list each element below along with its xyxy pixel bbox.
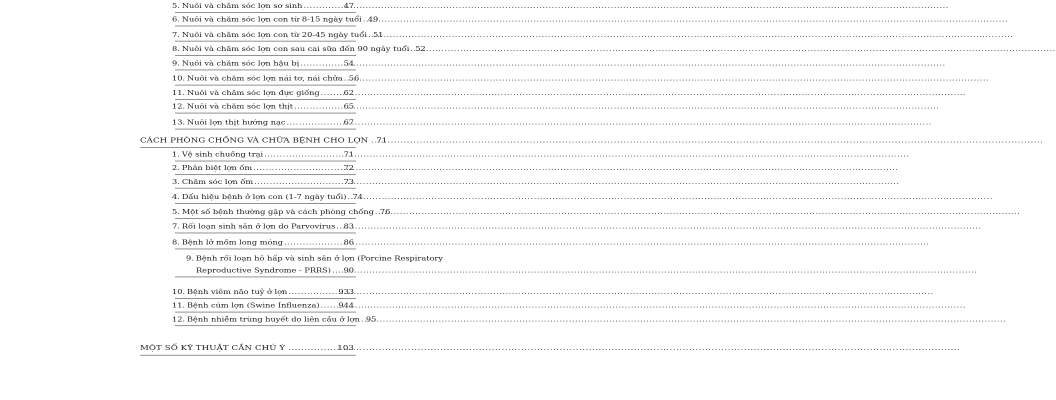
entry-line [172, 238, 354, 247]
toc-entry[interactable] [172, 164, 354, 173]
toc-entry[interactable] [172, 238, 354, 247]
toc-entry[interactable] [172, 207, 391, 217]
toc-entry[interactable] [172, 74, 360, 83]
dot-leader [332, 266, 343, 275]
entry-line [172, 44, 426, 54]
toc-entry[interactable] [172, 222, 354, 231]
toc-entry[interactable] [172, 254, 443, 275]
entry-line [172, 150, 354, 159]
divider-rule [140, 355, 356, 356]
page-number: 83 [343, 222, 354, 231]
divider-rule [175, 26, 356, 27]
dot-leader [361, 315, 365, 324]
divider-rule [175, 188, 356, 189]
dot-leader [368, 30, 372, 39]
entry-number: 5. [172, 207, 180, 216]
entry-line [172, 288, 354, 297]
dot-leader [300, 59, 342, 68]
entry-number: 8. [172, 238, 180, 247]
entry-line [172, 314, 377, 324]
dot-leader [410, 45, 414, 54]
divider-rule [140, 147, 356, 148]
entry-number: 13. [172, 118, 186, 127]
dot-leader [363, 15, 367, 24]
entry-title: Nuôi và chăm sóc lợn hậu bị [181, 59, 300, 68]
entry-line [172, 15, 379, 24]
toc-entry[interactable] [172, 89, 354, 98]
toc-entry[interactable] [172, 177, 354, 186]
entry-title: Bệnh viêm não tuỷ ở lợn [187, 287, 288, 296]
section-heading [140, 136, 388, 146]
page-number: 944 [338, 301, 354, 310]
entry-line [172, 30, 384, 39]
divider-rule [175, 12, 356, 13]
page-number: 74 [352, 192, 363, 201]
toc-entry[interactable] [172, 59, 354, 68]
divider-rule [175, 174, 356, 175]
entry-number: 2. [172, 163, 180, 172]
dot-leader [371, 137, 375, 146]
divider-rule [175, 113, 356, 114]
entry-line [172, 207, 391, 217]
page-number: 933 [338, 287, 354, 296]
divider-rule [175, 298, 356, 299]
divider-rule [175, 325, 356, 326]
toc-entry[interactable] [172, 30, 384, 39]
entry-number: 12. [172, 102, 186, 111]
divider-rule [175, 41, 356, 42]
divider-rule [175, 129, 356, 130]
divider-rule [175, 99, 356, 100]
entry-number: 11. [172, 88, 186, 97]
entry-number: 7. [172, 222, 180, 231]
page-number: 71 [376, 136, 388, 145]
dot-leader [347, 193, 351, 202]
entry-number: 5. [172, 1, 180, 10]
page-number: 71 [343, 150, 354, 159]
entry-line [172, 118, 354, 127]
divider-rule [175, 233, 356, 234]
entry-line [172, 192, 363, 202]
page-number: 103 [337, 344, 354, 353]
dot-leader [344, 74, 348, 83]
entry-number: 1. [172, 150, 180, 159]
entry-number: 9. [186, 254, 194, 263]
dot-leader [321, 89, 343, 98]
heading-line [140, 344, 354, 353]
page-number: 86 [343, 238, 354, 247]
toc-entry[interactable] [172, 118, 354, 127]
toc-entry[interactable] [172, 15, 379, 24]
page-number: 67 [343, 118, 354, 127]
entry-title: Nuôi và chăm sóc lợn con từ 8-15 ngày tuổi [181, 15, 362, 24]
page-number: 62 [343, 88, 354, 97]
entry-number: 12. [172, 314, 186, 323]
entry-number: 11. [172, 301, 186, 310]
dot-leader [253, 164, 342, 173]
page-number: 49 [367, 15, 379, 24]
entry-number: 3. [172, 177, 180, 186]
toc-entry[interactable] [172, 2, 354, 11]
dot-leader [264, 150, 342, 159]
entry-title: Bệnh rối loạn hô hấp và sinh sản ở lợn (Porcine Respiratory [195, 254, 443, 263]
page-number: 54 [343, 59, 354, 68]
section-heading [140, 344, 354, 353]
entry-number: 9. [172, 59, 180, 68]
divider-rule [175, 203, 356, 204]
heading-title: MỘT SỐ KỸ THUẬT CẦN CHÚ Ý [140, 344, 286, 353]
divider-rule [175, 218, 356, 219]
divider-rule [175, 85, 356, 86]
dot-leader [336, 222, 342, 231]
entry-title: Bệnh cúm lợn (Swine Influenza) [187, 301, 320, 310]
entry-line [172, 164, 354, 173]
divider-rule [175, 161, 356, 162]
entry-title: Bệnh nhiễm trùng huyết do liên cầu ở lợn [187, 314, 360, 323]
entry-number: 7. [172, 30, 180, 39]
entry-title: Dấu hiệu bệnh ở lợn con (1-7 ngày tuổi) [181, 192, 347, 201]
toc-entry[interactable] [172, 314, 377, 324]
page-number: 65 [343, 102, 354, 111]
entry-number: 10. [172, 74, 186, 83]
page-number: 95 [365, 314, 377, 323]
entry-number: 8. [172, 44, 180, 53]
entry-title: Nuôi và chăm sóc lợn nái tơ, nái chửa [187, 74, 343, 83]
entry-line-1 [172, 254, 443, 263]
dot-leader [321, 301, 338, 310]
entry-title: Bệnh lở mồm long móng [181, 238, 283, 247]
entry-title: Nuôi và chăm sóc lợn thịt [187, 102, 294, 111]
entry-number: 4. [172, 192, 180, 201]
toc-entry[interactable] [172, 288, 354, 297]
entry-line [172, 222, 354, 231]
entry-title: Phân biệt lợn ốm [181, 163, 253, 172]
page-number: 52 [415, 44, 426, 53]
entry-title: Nuôi lợn thịt hướng nạc [187, 118, 286, 127]
entry-title: Một số bệnh thường gặp và cách phòng chống [181, 207, 374, 216]
page-number: 51 [372, 30, 384, 39]
dot-leader [254, 177, 342, 186]
entry-line [172, 89, 354, 98]
dot-leader [288, 288, 337, 297]
entry-line [172, 102, 354, 111]
entry-line-2 [172, 266, 354, 275]
divider-rule [175, 249, 356, 250]
entry-title: Vệ sinh chuồng trại [181, 150, 264, 159]
dot-leader [286, 118, 342, 127]
page-number: 90 [343, 266, 354, 275]
divider-rule [175, 70, 356, 71]
heading-line [140, 136, 388, 146]
entry-line [172, 177, 354, 186]
dot-leader [375, 208, 379, 217]
divider-rule [175, 277, 356, 278]
page-number: 47 [343, 1, 354, 10]
entry-line [172, 74, 360, 83]
entry-number: 6. [172, 15, 180, 24]
toc-entry[interactable] [172, 301, 354, 310]
entry-title: Nuôi và chăm sóc lợn con sau cai sữa đến 90 ngày tuổi [181, 44, 410, 53]
entry-line [172, 2, 354, 11]
toc-entry[interactable] [172, 102, 354, 111]
heading-title: CÁCH PHÒNG CHỐNG VÀ CHỮA BỆNH CHO LỢN [140, 136, 369, 145]
divider-rule [175, 55, 356, 56]
page-number: 76 [379, 207, 391, 216]
entry-title: Nuôi và chăm sóc lợn sơ sinh [181, 1, 303, 10]
entry-title: Chăm sóc lợn ốm [181, 177, 254, 186]
entry-title: Rối loạn sinh sản ở lợn do Parvovirus [181, 222, 336, 231]
dot-leader [288, 344, 336, 353]
entry-title-continued: Reproductive Syndrome - PRRS) [196, 266, 331, 275]
toc-entry[interactable] [172, 150, 354, 159]
dot-leader [284, 238, 343, 247]
entry-line [172, 301, 354, 310]
divider-rule [175, 312, 356, 313]
entry-title: Nuôi và chăm sóc lợn con từ 20-45 ngày tuổi [181, 30, 367, 39]
dot-leader [303, 2, 342, 11]
toc-entry[interactable] [172, 192, 363, 202]
dot-leader [294, 102, 343, 111]
page-number: 56 [348, 74, 360, 83]
entry-title: Nuôi và chăm sóc lợn đực giống [187, 88, 320, 97]
table-of-contents [0, 0, 443, 398]
entry-number: 10. [172, 287, 186, 296]
page-number: 73 [343, 177, 354, 186]
page-number: 72 [343, 163, 354, 172]
entry-line [172, 59, 354, 68]
toc-entry[interactable] [172, 44, 426, 54]
